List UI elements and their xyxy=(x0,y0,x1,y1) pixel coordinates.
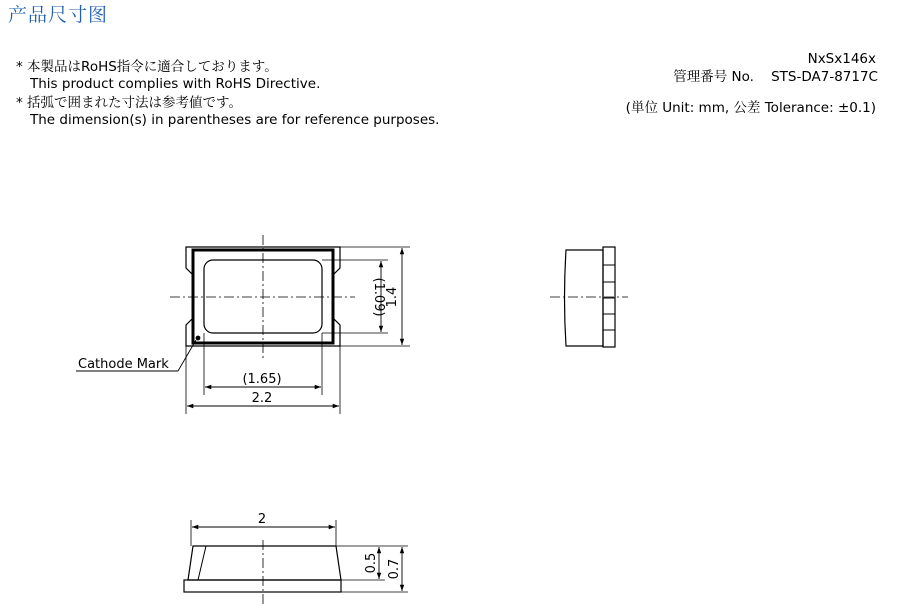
front-view xyxy=(184,512,408,606)
model-number: NxSx146x xyxy=(807,51,876,67)
page-title: 产品尺寸图 xyxy=(8,4,109,26)
dim-outer-width-label: 2.2 xyxy=(251,391,273,406)
front-view-base xyxy=(184,580,341,592)
cathode-mark-label: Cathode Mark xyxy=(78,357,169,372)
note-rohs-jp-text: 本製品はRoHS指令に適合しております。 xyxy=(27,59,278,75)
note-bullet: * xyxy=(16,95,23,111)
side-view xyxy=(550,247,628,347)
note-reference-jp-text: 括弧で囲まれた寸法は参考値です。 xyxy=(27,95,242,111)
cathode-mark-leader xyxy=(178,340,196,371)
units-tolerance: (単位 Unit: mm, 公差 Tolerance: ±0.1) xyxy=(625,100,876,116)
note-reference-en: The dimension(s) in parentheses are for reference purposes. xyxy=(30,112,440,128)
dim-front-width-label: 2 xyxy=(257,512,267,527)
note-rohs-en: This product complies with RoHS Directive. xyxy=(30,76,321,92)
control-label: 管理番号 No. xyxy=(673,69,754,85)
dim-front-height-outer-label: 0.7 xyxy=(387,558,402,580)
dim-front-height-inner-label: 0.5 xyxy=(364,552,379,574)
control-number: STS-DA7-8717C xyxy=(771,69,878,85)
side-view-body xyxy=(565,250,604,346)
dim-outer-height-label: 1.4 xyxy=(385,286,400,308)
front-view-lens xyxy=(188,546,341,580)
top-view xyxy=(76,235,410,414)
cathode-mark-dot xyxy=(196,336,201,341)
dim-inner-height-label: (1.09) xyxy=(371,277,386,317)
note-bullet: * xyxy=(16,59,23,75)
dim-inner-width-label: (1.65) xyxy=(242,372,282,387)
